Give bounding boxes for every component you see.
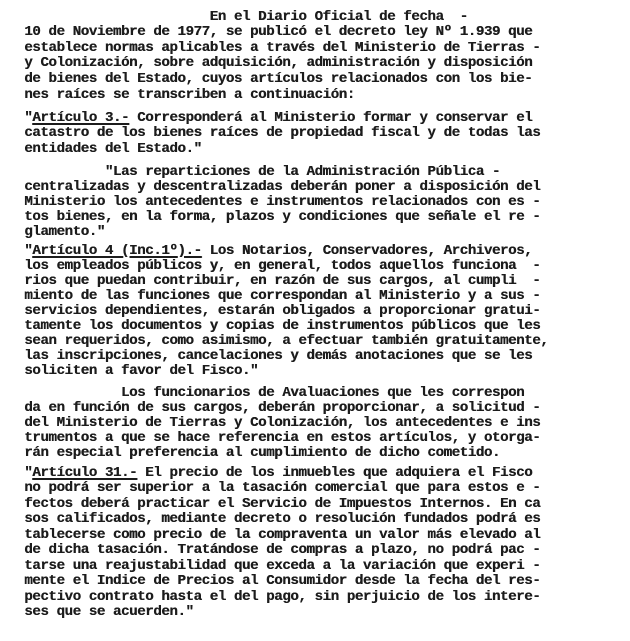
text-line: de dicha tasación. Tratándose de compras a plazo, no podrá pac - bbox=[0, 542, 541, 558]
text-line: y Colonización, sobre adquisición, administración y disposición bbox=[0, 55, 533, 71]
text-line: Los funcionarios de Avaluaciones que les correspon bbox=[0, 385, 525, 401]
article-heading: Artículo 3.- bbox=[32, 110, 130, 126]
text-line: da en función de sus cargos, deberán proporcionar, a solicitud - bbox=[0, 400, 541, 416]
text-line: En el Diario Oficial de fecha - bbox=[0, 9, 468, 25]
text-line: "Las reparticiones de la Administración Pública - bbox=[0, 164, 500, 180]
line-text: Corresponderá al Ministerio formar y conservar el bbox=[129, 110, 533, 126]
text-line: de bienes del Estado, cuyos artículos relacionados con los bie- bbox=[0, 71, 533, 87]
text-line: tablecerse como precio de la compraventa un valor más elevado al bbox=[0, 527, 541, 543]
text-line: centralizadas y descentralizadas deberán poner a disposición del bbox=[0, 179, 541, 195]
text-line: glamento." bbox=[0, 224, 105, 240]
text-line: Ministerio los antecedentes e instrumentos relacionados con es - bbox=[0, 194, 541, 210]
text-line: las inscripciones, cancelaciones y demás anotaciones que se les bbox=[0, 348, 533, 364]
text-line: establece normas aplicables a través del Ministerio de Tierras - bbox=[0, 40, 541, 56]
text-line: no podrá ser superior a la tasación comercial que para estos e - bbox=[0, 480, 541, 496]
text-line: los empleados públicos y, en general, todos aquellos funciona - bbox=[0, 258, 541, 274]
line-text: Los Notarios, Conservadores, Archiveros, bbox=[201, 243, 533, 259]
article-heading: Artículo 4 (Inc.1º).- bbox=[32, 243, 202, 259]
line-text: El precio de los inmuebles que adquiera el Fisco bbox=[137, 465, 533, 481]
text-line: tos bienes, en la forma, plazos y condiciones que señale el re - bbox=[0, 209, 541, 225]
quote-prefix: " bbox=[0, 465, 33, 481]
text-line: trumentos a que se hace referencia en estos artículos, y otorga- bbox=[0, 430, 541, 446]
text-line: fectos deberá practicar el Servicio de Impuestos Internos. En ca bbox=[0, 496, 541, 512]
text-line: rán especial preferencia al cumplimiento de dicho cometido. bbox=[0, 445, 500, 461]
text-line: miento de las funciones que correspondan al Ministerio y a sus - bbox=[0, 288, 541, 304]
text-line: sos calificados, mediante decreto o resolución fundados podrá es bbox=[0, 511, 541, 527]
text-line: servicios dependientes, estarán obligados a proporcionar gratui- bbox=[0, 303, 541, 319]
text-line: soliciten a favor del Fisco." bbox=[0, 363, 259, 379]
text-line: tamente los documentos y copias de instrumentos públicos que les bbox=[0, 318, 541, 334]
text-line: nes raíces se transcriben a continuación: bbox=[0, 87, 355, 103]
text-line: pectivo contrato hasta el del pago, sin perjuicio de los intere- bbox=[0, 589, 541, 605]
text-line: rios que puedan contribuir, en razón de sus cargos, al cumpli - bbox=[0, 273, 541, 289]
text-line: sean requeridos, como asimismo, a efectuar también gratuitamente, bbox=[0, 333, 549, 349]
text-line: tarse una reajustabilidad que exceda a la variación que experi - bbox=[0, 558, 541, 574]
text-line: entidades del Estado." bbox=[0, 141, 202, 157]
quote-prefix: " bbox=[0, 110, 33, 126]
text-line: 10 de Noviembre de 1977, se publicó el decreto ley Nº 1.939 que bbox=[0, 24, 533, 40]
text-line: mente el Indice de Precios al Consumidor desde la fecha del res- bbox=[0, 573, 541, 589]
text-line: ses que se acuerden." bbox=[0, 604, 194, 620]
quote-prefix: " bbox=[0, 243, 33, 259]
text-line: del Ministerio de Tierras y Colonización, los antecedentes e ins bbox=[0, 415, 541, 431]
text-line: catastro de los bienes raíces de propiedad fiscal y de todas las bbox=[0, 125, 541, 141]
article-heading: Artículo 31.- bbox=[32, 465, 138, 481]
